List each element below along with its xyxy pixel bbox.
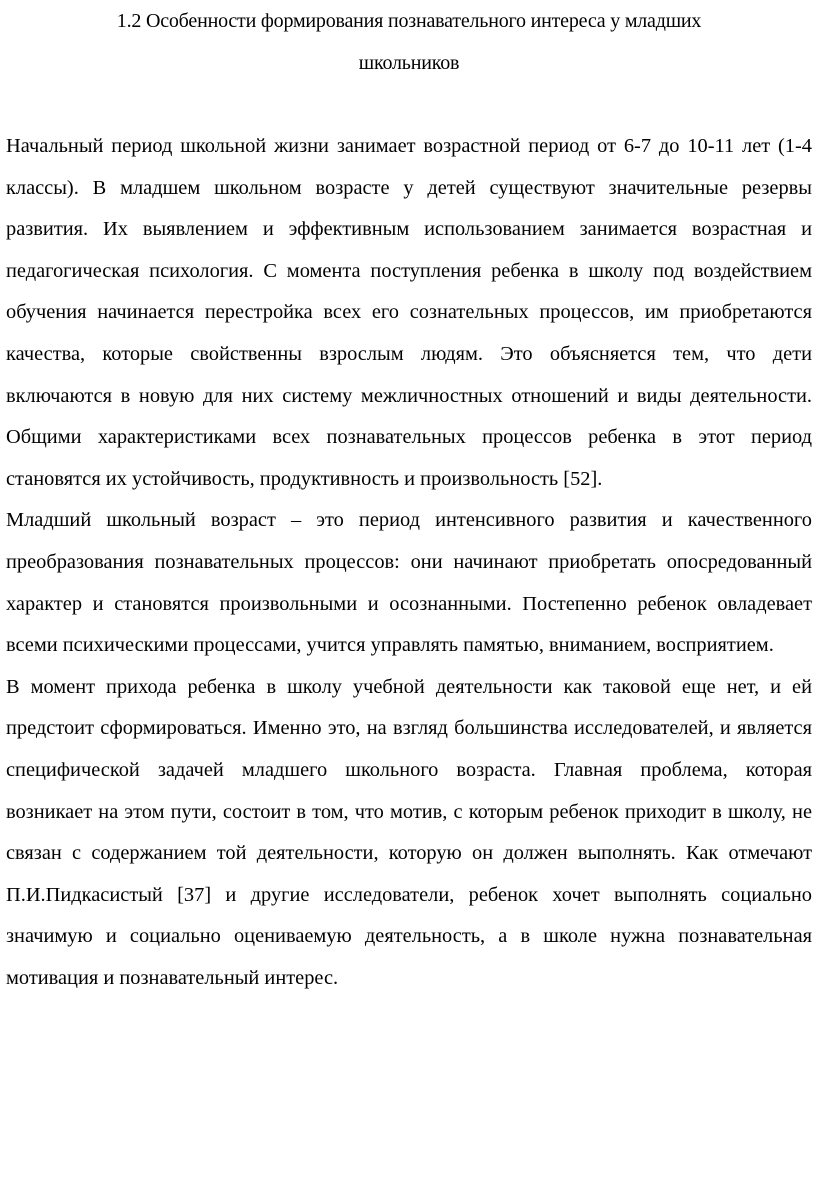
paragraph-1: Начальный период школьной жизни занимает возрастной период от 6-7 до 10-11 лет (1-4 классы). В младшем школьном возрасте у детей существуют значительные резервы развития. Их выявлением и эффективным использованием занимается возрастная и педагогическая психология. С момента поступления ребенка в школу под воздействием обучения начинается перестройка всех его сознательных процессов, им приобретаются качества, которые свойственны взрослым людям. Это объясняется тем, что дети включаются в новую для них систему межличностных отношений и виды деятельности. Общими характеристиками всех познавательных процессов ребенка в этот период становятся их устойчивость, продуктивность и произвольность [52]. <box>6 135 812 490</box>
paragraph-3: В момент прихода ребенка в школу учебной деятельности как таковой еще нет, и ей предстоит сформироваться. Именно это, на взгляд большинства исследователей, и является специфической задачей младшего школьного возраста. Главная проблема, которая возникает на этом пути, состоит в том, что мотив, с которым ребенок приходит в школу, не связан с содержанием той деятельности, которую он должен выполнять. Как отмечают П.И.Пидкасистый [37] и другие исследователи, ребенок хочет выполнять социально значимую и социально оцениваемую деятельность, а в школе нужна познавательная мотивация и познавательный интерес. <box>6 675 812 989</box>
section-heading-line-2: школьников <box>358 52 460 74</box>
section-heading-line-1: 1.2 Особенности формирования познавательного интереса у младших <box>116 10 702 32</box>
heading-spacer <box>6 84 812 126</box>
section-heading <box>6 0 812 84</box>
paragraph-2: Младший школьный возраст – это период интенсивного развития и качественного преобразования познавательных процессов: они начинают приобретать опосредованный характер и становятся произвольными и осознанными. Постепенно ребенок овладевает всеми психическими процессами, учится управлять памятью, вниманием, восприятием. <box>6 509 812 657</box>
